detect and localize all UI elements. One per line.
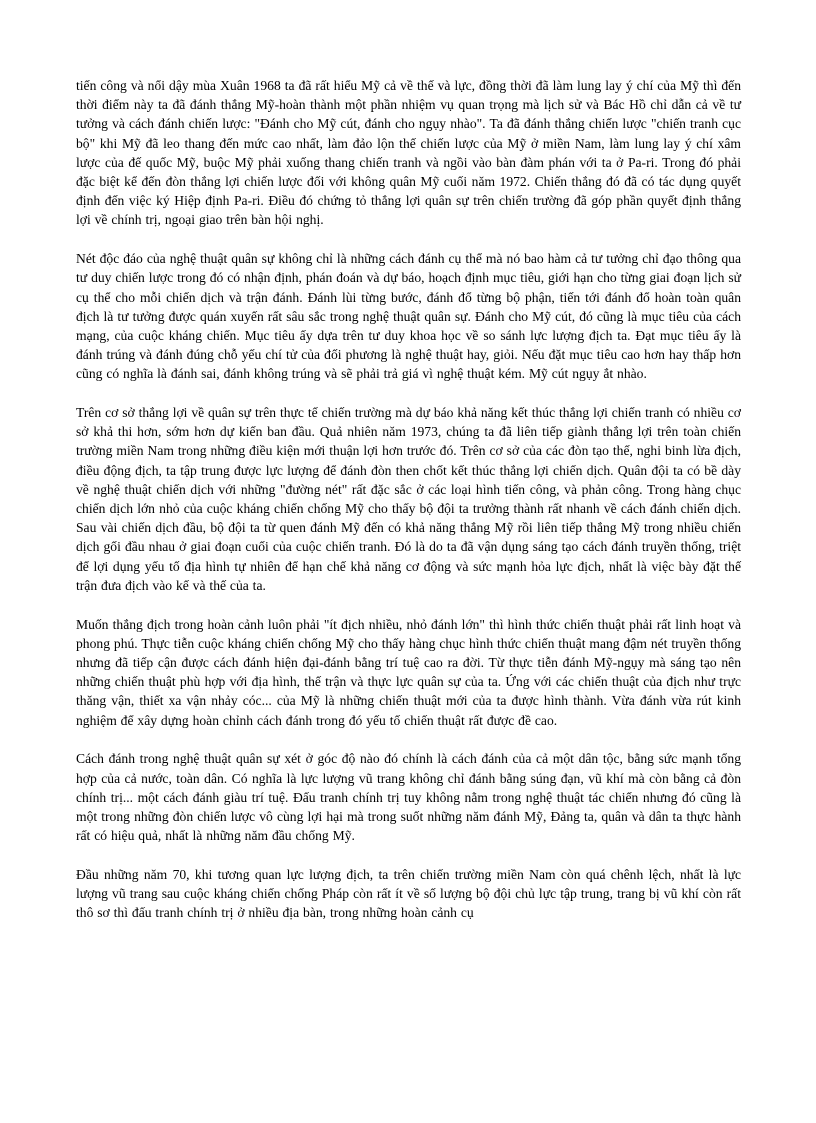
- paragraph-6: Đầu những năm 70, khi tương quan lực lượng địch, ta trên chiến trường miền Nam còn quá chênh lệch, nhất là lực lượng vũ trang sau cuộc kháng chiến chống Pháp còn rất ít về số lượng bộ đội chủ lực tập trung, trang bị vũ khí còn rất thô sơ thì đấu tranh chính trị ở nhiều địa bàn, trong những hoàn cảnh cụ: [76, 866, 741, 921]
- paragraph-2: Nét độc đáo của nghệ thuật quân sự không chỉ là những cách đánh cụ thể mà nó bao hàm cả tư tưởng chỉ đạo thông qua tư duy chiến lược trong đó có nhận định, phán đoán và dự báo, hoạch định mục tiêu, giới hạn cho từng giai đoạn lịch sử cụ thể cho mỗi chiến dịch và trận đánh. Đánh lùi từng bước, đánh đổ từng bộ phận, tiến tới đánh đổ hoàn toàn quân địch là tư tưởng được quán xuyến rất sâu sắc trong nghệ thuật quân sự. Đánh cho Mỹ cút, đó cũng là mục tiêu của cách mạng, của cuộc kháng chiến. Mục tiêu ấy dựa trên tư duy khoa học về so sánh lực lượng địch ta. Đạt mục tiêu ấy là đánh trúng và đánh đúng chỗ yếu chí tử của đối phương là nghệ thuật hay, giỏi. Nếu đặt mục tiêu cao hơn hay thấp hơn cũng có nghĩa là đánh sai, đánh không trúng và sẽ phải trả giá vì nghệ thuật kém. Mỹ cút ngụy ắt nhào.: [76, 251, 741, 382]
- paragraph-4: Muốn thắng địch trong hoàn cảnh luôn phải "ít địch nhiều, nhỏ đánh lớn" thì hình thức chiến thuật phải rất linh hoạt và phong phú. Thực tiễn cuộc kháng chiến chống Mỹ cho thấy hàng chục hình thức chiến thuật mang đậm nét truyền thống nhưng đã tiếp cận được cách đánh hiện đại-đánh bằng trí tuệ cao ra đời. Từ thực tiễn đánh Mỹ-ngụy mà sáng tạo nên những chiến thuật phù hợp với địa hình, thế trận và thực lực quân sự của ta. Ứng với các chiến thuật của địch như trực thăng vận, thiết xa vận nhảy cóc... của Mỹ là những chiến thuật mới của ta được hình thành. Vừa đánh vừa rút kinh nghiệm để xây dựng hoàn chỉnh cách đánh trong đó yếu tố chiến thuật rất được đề cao.: [76, 616, 741, 728]
- paragraph-1: tiến công và nổi dậy mùa Xuân 1968 ta đã rất hiểu Mỹ cả về thế và lực, đồng thời đã làm lung lay ý chí của Mỹ thì đến thời điểm này ta đã đánh thắng Mỹ-hoàn thành một phần nhiệm vụ quan trọng mà lịch sử và Bác Hồ chỉ dẫn cả về tư tưởng và cách đánh chiến lược: "Đánh cho Mỹ cút, đánh cho ngụy nhào". Ta đã đánh thắng chiến lược "chiến tranh cục bộ" khi Mỹ đã leo thang đến mức cao nhất, làm đảo lộn thế chiến lược của Mỹ ở miền Nam, làm lung lay ý chí xâm lược của đế quốc Mỹ, buộc Mỹ phải xuống thang chiến tranh và ngồi vào bàn đàm phán với ta ở Pa-ri. Trong đó phải đặc biệt kể đến đòn thắng lợi chiến lược đối với không quân Mỹ cuối năm 1972. Chiến thắng đó đã có tác dụng quyết định đến việc ký Hiệp định Pa-ri. Điều đó chứng tỏ thắng lợi quân sự trên chiến trường đã góp phần quyết định thắng lợi về chính trị, ngoại giao trên bàn hội nghị.: [76, 78, 741, 228]
- paragraph-3: Trên cơ sở thắng lợi về quân sự trên thực tế chiến trường mà dự báo khả năng kết thúc thắng lợi chiến tranh có nhiều cơ sở khả thi hơn, sớm hơn dự kiến ban đầu. Quả nhiên năm 1973, chúng ta đã liên tiếp giành thắng lợi trên toàn chiến trường miền Nam trong những điều kiện mới thuận lợi hơn trước đó. Trên cơ sở của các đòn tạo thế, nghi binh lừa địch, điều động địch, ta tập trung được lực lượng để đánh đòn then chốt kết thúc thắng lợi chiến dịch. Quân đội ta có bề dày về nghệ thuật chiến dịch với những "đường nét" rất đặc sắc ở các loại hình tiến công, và phản công. Trong hàng chục chiến dịch lớn nhỏ của cuộc kháng chiến chống Mỹ cho thấy bộ đội ta trưởng thành rất nhanh về cách đánh chiến dịch. Sau vài chiến dịch đầu, bộ đội ta từ quen đánh Mỹ đến có khả năng thắng Mỹ rồi liên tiếp thắng Mỹ trong nhiều chiến dịch gối đầu nhau ở giai đoạn cuối của cuộc chiến tranh. Đó là do ta đã vận dụng sáng tạo cách đánh truyền thống, triệt để lợi dụng yếu tố địa hình tự nhiên để hạn chế khả năng cơ động và sức mạnh hỏa lực địch, nhất là việc bày đặt thế trận đưa địch vào kế và thế của ta.: [76, 405, 741, 593]
- document-page: [76, 76, 741, 922]
- paragraph-5: Cách đánh trong nghệ thuật quân sự xét ở góc độ nào đó chính là cách đánh của cả một dân tộc, bằng sức mạnh tổng hợp của cả nước, toàn dân. Có nghĩa là lực lượng vũ trang không chỉ đánh bằng súng đạn, vũ khí mà còn bằng cả đòn chính trị... một cách đánh giàu trí tuệ. Đấu tranh chính trị tuy không nằm trong nghệ thuật tác chiến nhưng đó cũng là một trong những đòn chiến lược vô cùng lợi hại mà trong suốt những năm đánh Mỹ, Đảng ta, quân và dân ta thực hành rất có hiệu quả, nhất là những năm đầu chống Mỹ.: [76, 751, 741, 844]
